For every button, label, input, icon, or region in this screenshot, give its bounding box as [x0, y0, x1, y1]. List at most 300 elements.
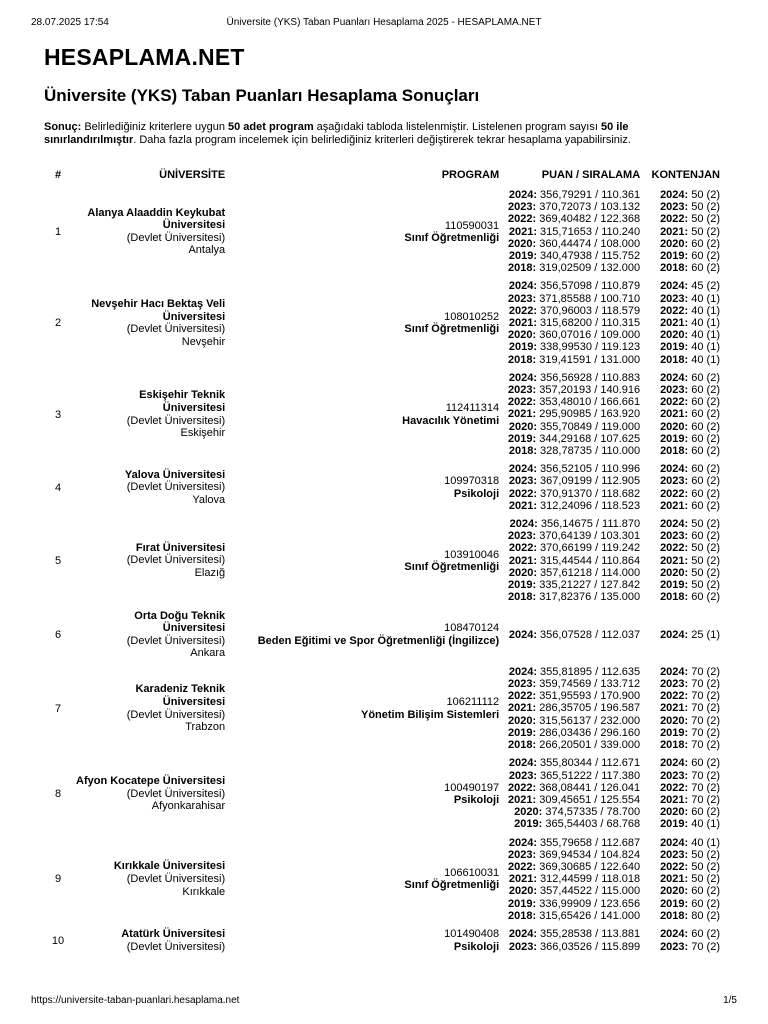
quota-value: 50 (2) — [688, 860, 720, 873]
score-line — [507, 818, 640, 830]
quota-line — [648, 262, 720, 274]
row-number: 6 — [54, 628, 62, 641]
row-number: 9 — [54, 873, 62, 886]
table-row — [44, 460, 724, 515]
score-line — [507, 305, 640, 317]
score-year: 2020: — [508, 237, 537, 250]
quota-year: 2022: — [660, 542, 689, 555]
quota-year: 2021: — [660, 554, 689, 567]
score-year: 2024: — [508, 280, 537, 293]
quota-year: 2024: — [660, 280, 689, 293]
score-cell — [503, 663, 644, 754]
score-line — [507, 317, 640, 329]
score-value: 319,41591 / 131.000 — [536, 353, 641, 366]
quota-value: 60 (2) — [688, 396, 720, 409]
university-city: Eskişehir — [180, 427, 226, 440]
program-name: Psikoloji — [453, 940, 500, 953]
university-cell — [72, 663, 229, 754]
score-value: 374,57335 / 78.700 — [542, 806, 641, 819]
score-value: 315,44544 / 110.864 — [536, 554, 641, 567]
score-year: 2018: — [508, 739, 537, 752]
score-year: 2024: — [508, 463, 537, 476]
quota-line — [648, 702, 720, 714]
score-line — [507, 727, 640, 739]
score-cell — [503, 834, 644, 925]
university-cell — [72, 754, 229, 833]
quota-cell — [644, 460, 724, 515]
score-year: 2023: — [508, 678, 537, 691]
quota-year: 2019: — [660, 726, 689, 739]
score-line — [507, 280, 640, 292]
score-value: 309,45651 / 125.554 — [536, 793, 641, 806]
score-year: 2021: — [508, 499, 537, 512]
score-year: 2022: — [508, 690, 537, 703]
quota-year: 2019: — [660, 432, 689, 445]
quota-cell — [644, 277, 724, 368]
quota-cell — [644, 607, 724, 663]
score-line — [507, 782, 640, 794]
quota-line — [648, 629, 720, 641]
quota-year: 2020: — [660, 566, 689, 579]
score-value: 357,44522 / 115.000 — [536, 885, 641, 898]
quota-line — [648, 341, 720, 353]
quota-value: 70 (2) — [688, 940, 720, 953]
score-line — [507, 530, 640, 542]
quota-line — [648, 898, 720, 910]
quota-year: 2023: — [660, 530, 689, 543]
score-year: 2020: — [514, 806, 543, 819]
row-number: 5 — [54, 554, 62, 567]
print-url: https://universite-taban-puanlari.hesaplama.net — [31, 995, 240, 1006]
quota-value: 40 (1) — [688, 818, 720, 831]
score-line — [507, 396, 640, 408]
university-type: (Devlet Üniversitesi) — [126, 708, 226, 721]
score-line — [507, 666, 640, 678]
quota-line — [648, 317, 720, 329]
print-header — [31, 17, 737, 31]
university-name: Üniversitesi — [162, 622, 226, 635]
quota-line — [648, 567, 720, 579]
score-line — [507, 715, 640, 727]
university-type: (Devlet Üniversitesi) — [126, 231, 226, 244]
quota-year: 2018: — [660, 739, 689, 752]
university-name: Üniversitesi — [162, 310, 226, 323]
score-year: 2024: — [508, 628, 537, 641]
quota-line — [648, 250, 720, 262]
university-type: (Devlet Üniversitesi) — [126, 787, 226, 800]
quota-value: 60 (2) — [688, 499, 720, 512]
quota-line — [648, 591, 720, 603]
score-value: 317,82376 / 135.000 — [536, 591, 641, 604]
score-line — [507, 555, 640, 567]
score-cell — [503, 369, 644, 460]
score-value: 355,70849 / 119.000 — [536, 420, 641, 433]
quota-year: 2024: — [660, 189, 689, 201]
score-line — [507, 794, 640, 806]
score-year: 2022: — [508, 396, 537, 409]
quota-year: 2023: — [660, 475, 689, 488]
score-year: 2019: — [508, 250, 537, 263]
program-name: Yönetim Bilişim Sistemleri — [361, 708, 500, 721]
score-year: 2024: — [508, 757, 537, 770]
university-cell — [72, 834, 229, 925]
score-year: 2021: — [508, 408, 537, 421]
quota-value: 50 (2) — [688, 566, 720, 579]
score-value: 312,24096 / 118.523 — [536, 499, 641, 512]
score-value: 356,52105 / 110.996 — [536, 463, 641, 476]
score-line — [507, 433, 640, 445]
university-name: Yalova Üniversitesi — [124, 468, 226, 481]
quota-year: 2022: — [660, 690, 689, 703]
score-line — [507, 542, 640, 554]
quota-value: 60 (2) — [688, 487, 720, 500]
university-cell — [72, 515, 229, 606]
quota-year: 2023: — [660, 201, 689, 214]
score-cell — [503, 754, 644, 833]
quota-cell — [644, 515, 724, 606]
score-value: 356,57098 / 110.879 — [536, 280, 641, 293]
score-year: 2023: — [508, 475, 537, 488]
university-cell — [72, 460, 229, 515]
quota-value: 50 (2) — [688, 201, 720, 214]
row-number: 8 — [54, 787, 62, 800]
score-line — [507, 910, 640, 922]
quota-year: 2022: — [660, 860, 689, 873]
header-university: ÜNİVERSİTE — [159, 169, 226, 181]
score-year: 2021: — [508, 793, 537, 806]
quota-value: 70 (2) — [688, 690, 720, 703]
quota-line — [648, 500, 720, 512]
university-city: Trabzon — [185, 721, 226, 734]
quota-year: 2024: — [660, 757, 689, 770]
score-cell — [503, 515, 644, 606]
score-line — [507, 739, 640, 751]
score-line — [507, 873, 640, 885]
quota-value: 60 (2) — [688, 475, 720, 488]
program-cell — [229, 663, 503, 754]
quota-value: 45 (2) — [688, 280, 720, 293]
program-name: Psikoloji — [453, 487, 500, 500]
university-city: Kırıkkale — [182, 885, 226, 898]
quota-line — [648, 305, 720, 317]
quota-year: 2023: — [660, 292, 689, 305]
program-cell — [229, 834, 503, 925]
quota-year: 2018: — [660, 909, 689, 922]
score-value: 328,78735 / 110.000 — [536, 445, 641, 458]
score-value: 367,09199 / 112.905 — [536, 475, 641, 488]
quota-value: 40 (1) — [688, 329, 720, 342]
quota-year: 2019: — [660, 579, 689, 592]
quota-line — [648, 666, 720, 678]
score-year: 2023: — [508, 848, 537, 861]
quota-value: 60 (2) — [688, 806, 720, 819]
quota-line — [648, 463, 720, 475]
quota-value: 70 (2) — [688, 793, 720, 806]
quota-line — [648, 690, 720, 702]
university-city: Nevşehir — [181, 335, 226, 348]
quota-line — [648, 542, 720, 554]
quota-line — [648, 928, 720, 940]
score-value: 360,44474 / 108.000 — [536, 237, 641, 250]
score-line — [507, 384, 640, 396]
program-cell — [229, 186, 503, 277]
program-code: 112411314 — [445, 402, 500, 415]
quota-year: 2022: — [660, 487, 689, 500]
quota-line — [648, 770, 720, 782]
university-name: Alanya Alaaddin Keykubat — [87, 206, 226, 219]
score-line — [507, 354, 640, 366]
score-line — [507, 500, 640, 512]
score-value: 370,96003 / 118.579 — [536, 304, 641, 317]
score-line — [507, 463, 640, 475]
quota-value: 60 (2) — [688, 885, 720, 898]
table-row — [44, 515, 724, 606]
university-type: (Devlet Üniversitesi) — [126, 634, 226, 647]
university-name: Nevşehir Hacı Bektaş Veli — [91, 297, 226, 310]
score-value: 286,03436 / 296.160 — [536, 726, 641, 739]
program-code: 109970318 — [444, 475, 500, 488]
program-name: Sınıf Öğretmenliği — [404, 560, 500, 573]
score-year: 2022: — [508, 781, 537, 794]
quota-line — [648, 396, 720, 408]
score-value: 356,14675 / 111.870 — [537, 518, 641, 531]
university-type: (Devlet Üniversitesi) — [126, 481, 226, 494]
program-code: 108470124 — [444, 622, 500, 635]
quota-value: 60 (2) — [688, 408, 720, 421]
quota-line — [648, 213, 720, 225]
quota-line — [648, 818, 720, 830]
score-line — [507, 898, 640, 910]
quota-line — [648, 873, 720, 885]
university-city: Afyonkarahisar — [151, 800, 226, 813]
score-cell — [503, 925, 644, 956]
score-line — [507, 238, 640, 250]
score-line — [507, 591, 640, 603]
quota-line — [648, 794, 720, 806]
program-cell — [229, 754, 503, 833]
quota-year: 2021: — [660, 793, 689, 806]
university-cell — [72, 369, 229, 460]
quota-line — [648, 372, 720, 384]
score-value: 369,30685 / 122.640 — [536, 860, 641, 873]
score-year: 2019: — [514, 818, 543, 831]
quota-value: 60 (2) — [688, 445, 720, 458]
score-line — [507, 567, 640, 579]
quota-line — [648, 715, 720, 727]
score-year: 2018: — [508, 445, 537, 458]
quota-value: 60 (2) — [688, 928, 720, 941]
university-type: (Devlet Üniversitesi) — [126, 940, 226, 953]
quota-line — [648, 782, 720, 794]
quota-year: 2018: — [660, 353, 689, 366]
quota-year: 2024: — [660, 371, 689, 384]
score-year: 2021: — [508, 554, 537, 567]
print-page-title: Üniversite (YKS) Taban Puanları Hesaplama 2025 - HESAPLAMA.NET — [226, 17, 542, 28]
quota-year: 2024: — [660, 518, 689, 531]
quota-year: 2023: — [660, 384, 689, 397]
score-line — [507, 189, 640, 201]
score-year: 2024: — [508, 371, 537, 384]
score-year: 2021: — [508, 317, 537, 330]
page-number: 1/5 — [723, 995, 737, 1006]
program-name: Psikoloji — [453, 793, 500, 806]
summary-limit: 50 ile sınırlandırılmıştır — [44, 121, 629, 146]
summary-text-3: . Daha fazla program incelemek için belirlediğiniz kriterleri değiştirerek tekrar hesaplama yapabilirsiniz. — [133, 134, 631, 146]
score-value: 371,85588 / 100.710 — [536, 292, 641, 305]
quota-line — [648, 555, 720, 567]
score-year: 2020: — [508, 714, 537, 727]
table-row — [44, 277, 724, 368]
program-name: Havacılık Yönetimi — [402, 414, 500, 427]
score-value: 315,68200 / 110.315 — [536, 317, 641, 330]
score-line — [507, 928, 640, 940]
score-line — [507, 518, 640, 530]
quota-cell — [644, 925, 724, 956]
score-year: 2020: — [508, 420, 537, 433]
score-year: 2023: — [508, 384, 537, 397]
university-name: Üniversitesi — [162, 401, 226, 414]
quota-cell — [644, 754, 724, 833]
score-value: 319,02509 / 132.000 — [536, 262, 641, 275]
quota-year: 2022: — [660, 781, 689, 794]
quota-line — [648, 421, 720, 433]
score-line — [507, 329, 640, 341]
score-value: 356,07528 / 112.037 — [536, 628, 641, 641]
summary-label: Sonuç: — [44, 121, 82, 133]
quota-value: 50 (2) — [688, 542, 720, 555]
quota-year: 2024: — [660, 836, 689, 849]
quota-line — [648, 445, 720, 457]
score-value: 357,20193 / 140.916 — [536, 384, 641, 397]
quota-year: 2021: — [660, 873, 689, 886]
print-datetime: 28.07.2025 17:54 — [31, 17, 109, 28]
row-number: 4 — [54, 481, 62, 494]
program-code: 103910046 — [444, 548, 500, 561]
quota-value: 60 (2) — [688, 463, 720, 476]
score-line — [507, 941, 640, 953]
score-value: 370,66199 / 119.242 — [536, 542, 641, 555]
score-year: 2022: — [508, 304, 537, 317]
quota-line — [648, 518, 720, 530]
university-city: Ankara — [190, 647, 226, 660]
score-year: 2018: — [508, 591, 537, 604]
score-value: 338,99530 / 119.123 — [536, 341, 641, 354]
quota-year: 2018: — [660, 445, 689, 458]
quota-year: 2021: — [660, 317, 689, 330]
quota-line — [648, 238, 720, 250]
score-cell — [503, 186, 644, 277]
score-line — [507, 421, 640, 433]
quota-line — [648, 293, 720, 305]
score-line — [507, 861, 640, 873]
score-year: 2024: — [508, 836, 537, 849]
quota-year: 2023: — [660, 678, 689, 691]
program-name: Sınıf Öğretmenliği — [404, 879, 500, 892]
quota-year: 2020: — [660, 714, 689, 727]
quota-value: 60 (2) — [688, 897, 720, 910]
score-value: 353,48010 / 166.661 — [536, 396, 641, 409]
quota-cell — [644, 834, 724, 925]
score-value: 351,95593 / 170.900 — [536, 690, 641, 703]
university-type: (Devlet Üniversitesi) — [126, 323, 226, 336]
score-value: 340,47938 / 115.752 — [536, 250, 641, 263]
score-line — [507, 408, 640, 420]
score-cell — [503, 277, 644, 368]
quota-year: 2023: — [660, 848, 689, 861]
score-value: 355,28538 / 113.881 — [536, 928, 641, 941]
score-value: 370,64139 / 103.301 — [536, 530, 641, 543]
program-cell — [229, 607, 503, 663]
quota-year: 2022: — [660, 213, 689, 226]
table-row — [44, 369, 724, 460]
quota-line — [648, 433, 720, 445]
results-body — [44, 186, 724, 956]
quota-value: 40 (1) — [688, 836, 720, 849]
quota-value: 60 (2) — [688, 384, 720, 397]
score-year: 2021: — [508, 702, 537, 715]
score-line — [507, 262, 640, 274]
quota-year: 2021: — [660, 408, 689, 421]
quota-value: 60 (2) — [688, 591, 720, 604]
quota-value: 70 (2) — [688, 726, 720, 739]
score-year: 2019: — [508, 341, 537, 354]
score-value: 295,90985 / 163.920 — [536, 408, 641, 421]
score-line — [507, 475, 640, 487]
university-city: Antalya — [188, 244, 226, 257]
university-name: Fırat Üniversitesi — [135, 541, 226, 554]
score-year: 2022: — [508, 487, 537, 500]
university-cell — [72, 277, 229, 368]
score-year: 2023: — [508, 530, 537, 543]
quota-value: 50 (2) — [688, 189, 720, 201]
score-year: 2023: — [508, 292, 537, 305]
score-line — [507, 226, 640, 238]
quota-line — [648, 329, 720, 341]
score-line — [507, 488, 640, 500]
score-line — [507, 372, 640, 384]
quota-year: 2024: — [660, 628, 689, 641]
quota-value: 50 (2) — [688, 213, 720, 226]
quota-cell — [644, 369, 724, 460]
quota-value: 40 (1) — [688, 341, 720, 354]
score-year: 2019: — [508, 897, 537, 910]
quota-line — [648, 226, 720, 238]
score-line — [507, 341, 640, 353]
quota-value: 60 (2) — [688, 420, 720, 433]
row-number: 10 — [51, 934, 65, 947]
quota-line — [648, 280, 720, 292]
score-line — [507, 445, 640, 457]
program-cell — [229, 460, 503, 515]
quota-year: 2018: — [660, 262, 689, 275]
quota-value: 50 (2) — [688, 225, 720, 238]
program-name: Sınıf Öğretmenliği — [404, 323, 500, 336]
university-type: (Devlet Üniversitesi) — [126, 554, 226, 567]
score-value: 315,56137 / 232.000 — [536, 714, 641, 727]
quota-year: 2019: — [660, 897, 689, 910]
quota-value: 40 (1) — [688, 353, 720, 366]
score-year: 2019: — [508, 579, 537, 592]
quota-year: 2022: — [660, 304, 689, 317]
score-value: 335,21227 / 127.842 — [536, 579, 641, 592]
score-line — [507, 757, 640, 769]
score-value: 355,79658 / 112.687 — [536, 836, 641, 849]
program-code: 106610031 — [444, 867, 500, 880]
quota-year: 2023: — [660, 940, 689, 953]
program-code: 100490197 — [444, 781, 500, 794]
score-value: 286,35705 / 196.587 — [536, 702, 641, 715]
score-year: 2022: — [508, 542, 537, 555]
